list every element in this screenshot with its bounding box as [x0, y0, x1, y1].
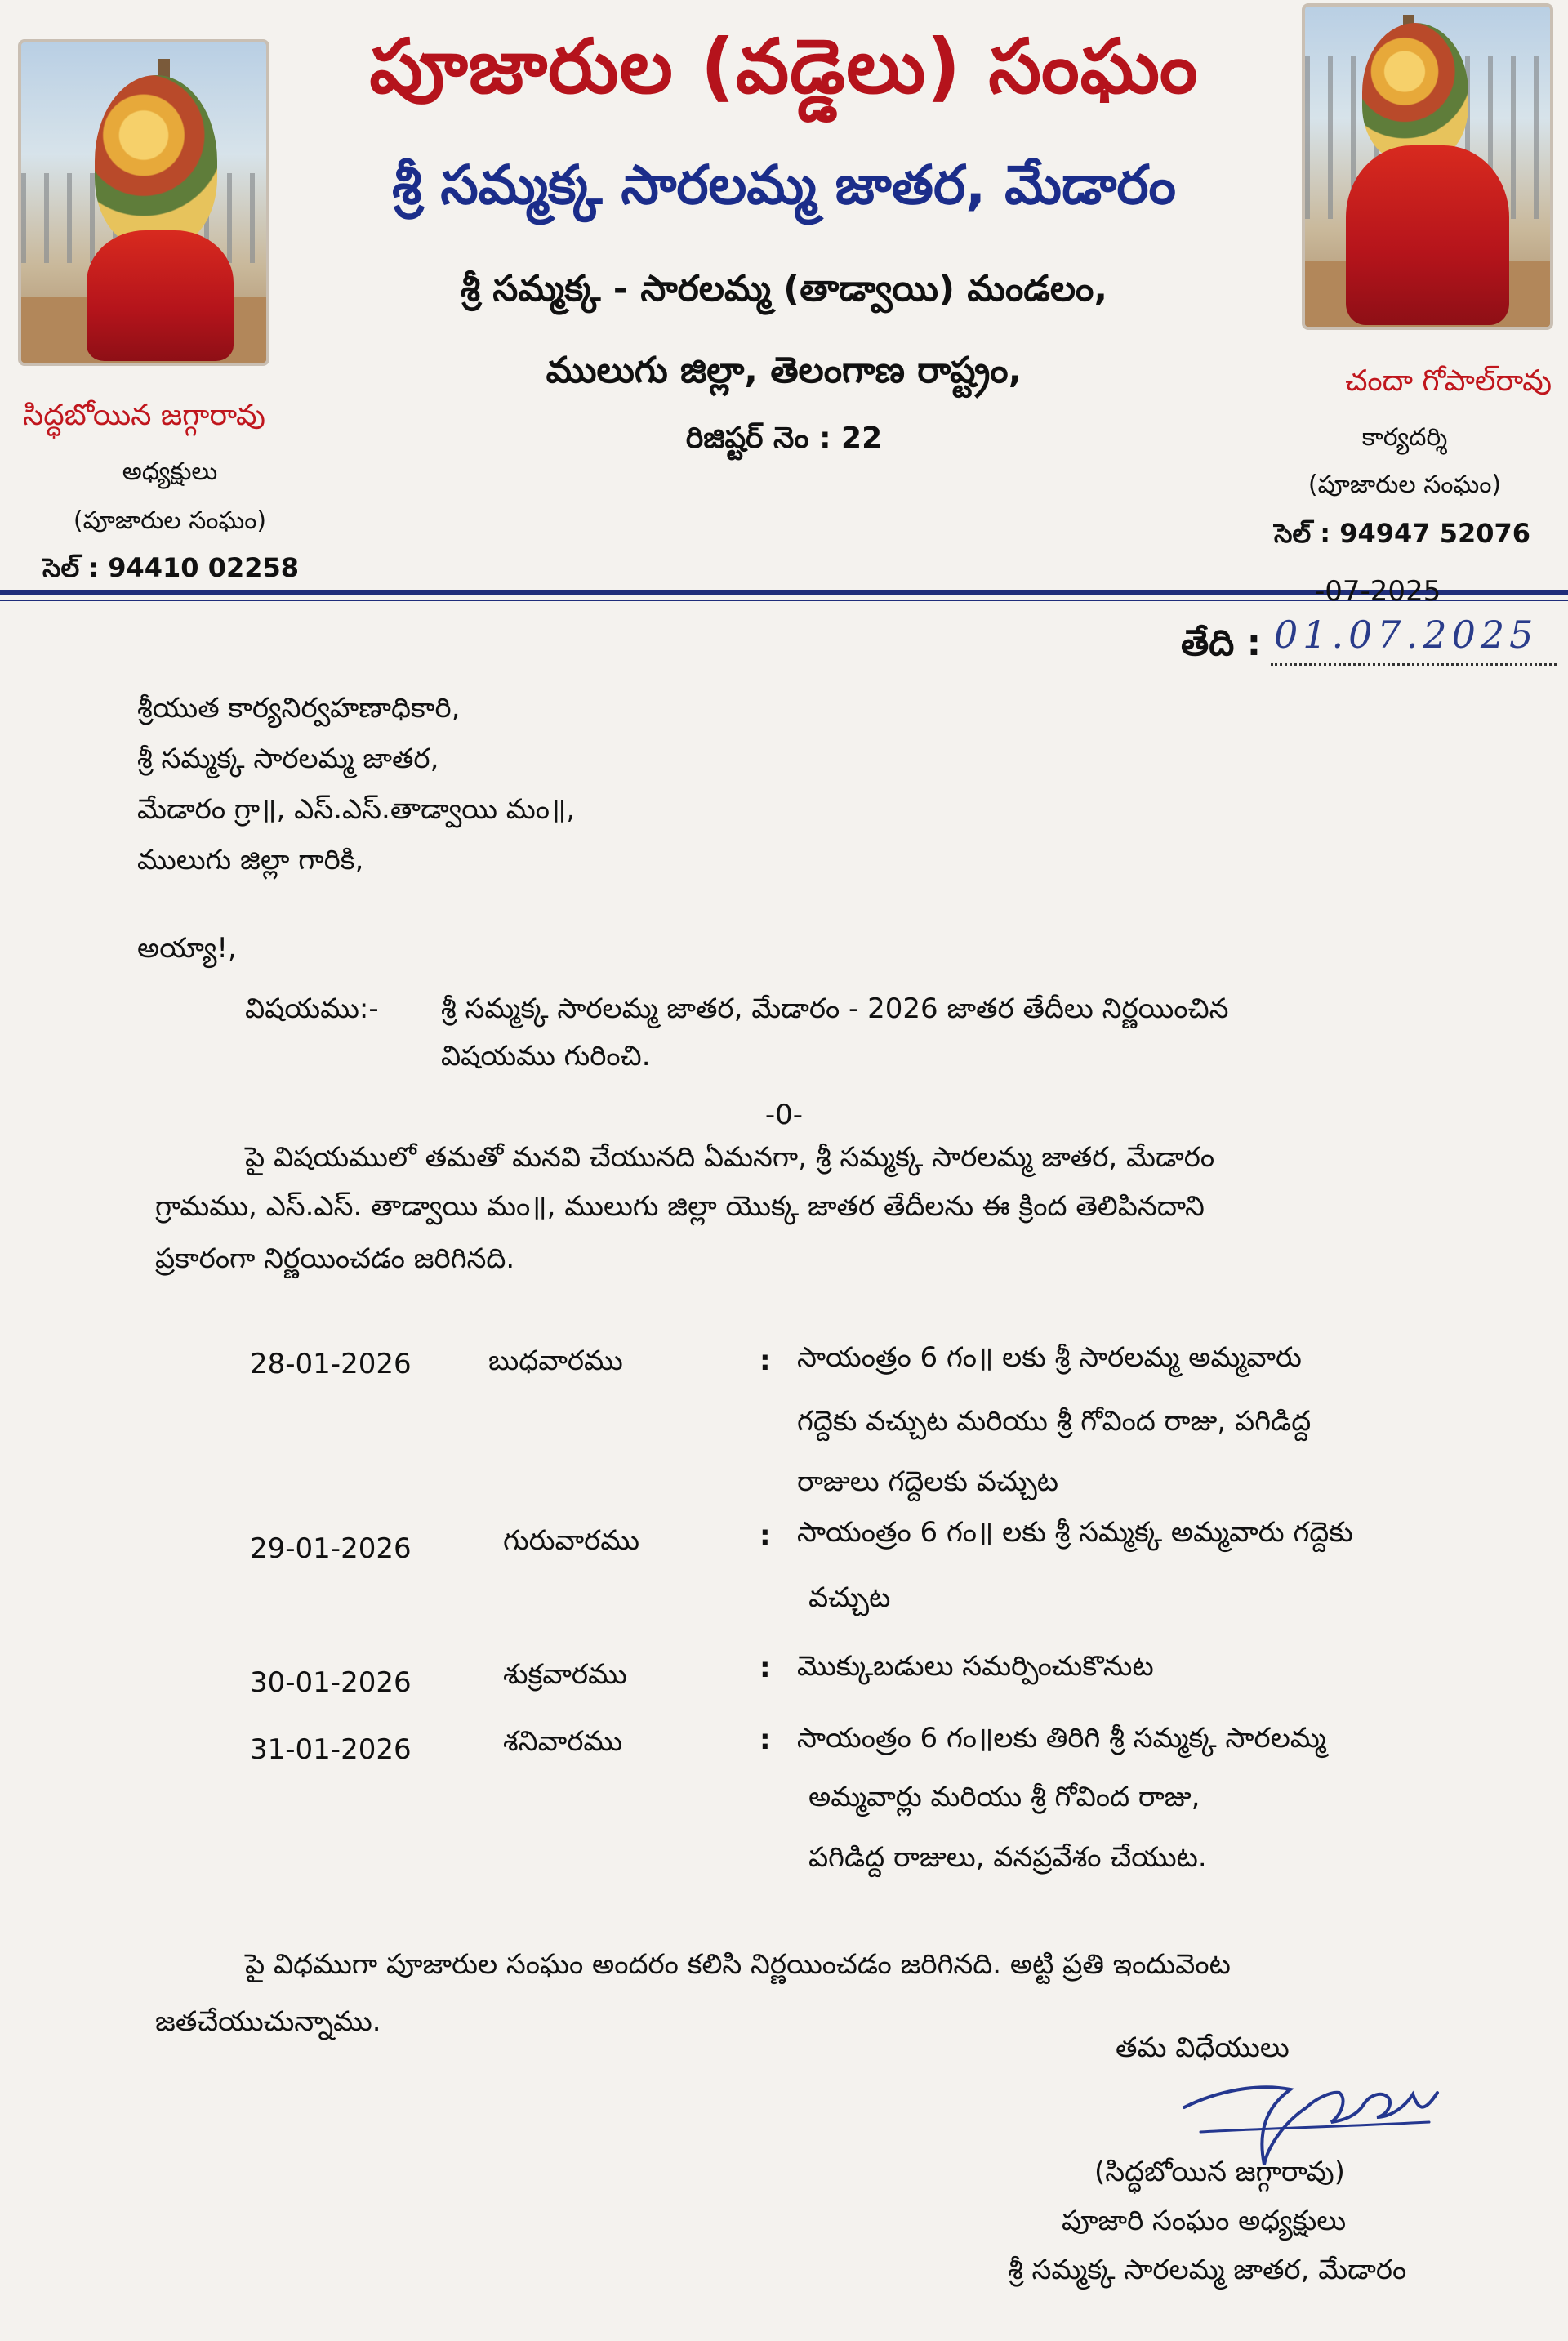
- schedule-text-4a: సాయంత్రం 6 గం॥లకు తిరిగి శ్రీ సమ్మక్క సారలమ్మ: [797, 1722, 1326, 1755]
- intro-line-1: పై విషయములో తమతో మనవి చేయునది ఏమనగా, శ్రీ సమ్మక్క సారలమ్మ జాతర, మేడారం: [245, 1141, 1215, 1174]
- address-line-2: ములుగు జిల్లా, తెలంగాణ రాష్ట్రం,: [546, 350, 1022, 391]
- festival-subtitle: శ్రీ సమ్మక్క సారలమ్మ జాతర, మేడారం: [392, 154, 1176, 216]
- schedule-day-3: శుక్రవారము: [503, 1658, 627, 1691]
- schedule-text-3a: మొక్కుబడులు సమర్పించుకొనుట: [797, 1650, 1154, 1683]
- schedule-date-3: 30-01-2026: [250, 1666, 412, 1699]
- recipient-line-2: శ్రీ సమ్మక్క సారలమ్మ జాతర,: [137, 742, 439, 775]
- left-deity-photo: [18, 39, 270, 366]
- closing-line-1: పై విధముగా పూజారుల సంఘం అందరం కలిసి నిర్ణయించడం జరిగినది. అట్టి ప్రతి ఇందువెంట: [245, 1948, 1231, 1981]
- schedule-colon-2: :: [760, 1519, 771, 1552]
- subject-line-1: శ్రీ సమ్మక్క సారలమ్మ జాతర, మేడారం - 2026 జాతర తేదీలు నిర్ణయించిన: [441, 992, 1229, 1025]
- secretary-name: చందా గోపాల్‌రావు: [1345, 364, 1552, 398]
- president-phone: సెల్ : 94410 02258: [42, 552, 300, 583]
- right-deity-photo: [1302, 3, 1553, 330]
- org-title: పూజారుల (వడ్డెలు) సంఘం: [369, 23, 1199, 110]
- intro-line-3: ప్రకారంగా నిర్ణయించడం జరిగినది.: [155, 1242, 515, 1275]
- address-line-1: శ్రీ సమ్మక్క - సారలమ్మ (తాడ్వాయి) మండలం,: [460, 268, 1108, 310]
- closing-line-2: జతచేయుచున్నాము.: [155, 2005, 381, 2038]
- recipient-line-3: మేడారం గ్రా॥, ఎస్.ఎస్.తాడ్వాయి మం॥,: [137, 793, 576, 826]
- separator: -0-: [764, 1099, 804, 1131]
- president-role: అధ్యక్షులు: [122, 457, 218, 486]
- signatory-org: శ్రీ సమ్మక్క సారలమ్మ జాతర, మేడారం: [1008, 2254, 1407, 2286]
- schedule-text-2b: వచ్చుట: [808, 1581, 891, 1614]
- schedule-colon-4: :: [760, 1723, 771, 1756]
- date-label: తేది :: [1181, 622, 1262, 664]
- schedule-text-2a: సాయంత్రం 6 గం॥ లకు శ్రీ సమ్మక్క అమ్మవారు గద్దెకు: [797, 1516, 1353, 1549]
- schedule-text-4b: అమ్మవార్లు మరియు శ్రీ గోవింద రాజు,: [808, 1781, 1200, 1813]
- schedule-day-4: శనివారము: [503, 1725, 623, 1758]
- schedule-text-4c: పగిడిద్ద రాజులు, వనప్రవేశం చేయుట.: [808, 1841, 1207, 1874]
- recipient-line-1: శ్రీయుత కార్యనిర్వహణాధికారి,: [137, 692, 461, 725]
- date-printed: -07-2025: [1315, 575, 1441, 608]
- salutation: అయ్యా!,: [137, 932, 237, 965]
- schedule-text-1a: సాయంత్రం 6 గం॥ లకు శ్రీ సారలమ్మ అమ్మవారు: [797, 1341, 1302, 1374]
- schedule-text-1c: రాజులు గద్దెలకు వచ్చుట: [797, 1465, 1059, 1498]
- schedule-date-4: 31-01-2026: [250, 1733, 412, 1766]
- schedule-date-1: 28-01-2026: [250, 1348, 412, 1380]
- date-handwritten: 01.07.2025: [1274, 613, 1539, 657]
- date-underline: [1271, 663, 1557, 666]
- signatory-name: (సిద్ధబోయిన జగ్గారావు): [1094, 2156, 1345, 2188]
- subject-label: విషయము:-: [245, 992, 379, 1025]
- valediction: తమ విధేయులు: [1116, 2031, 1290, 2064]
- president-org: (పూజారుల సంఘం): [73, 506, 267, 535]
- schedule-colon-3: :: [760, 1652, 771, 1684]
- schedule-day-1: బుధవారము: [488, 1344, 623, 1377]
- subject-line-2: విషయము గురించి.: [441, 1040, 651, 1072]
- recipient-line-4: ములుగు జిల్లా గారికి,: [137, 844, 364, 876]
- register-number: రిజిష్టర్ నెం : 22: [685, 421, 883, 455]
- secretary-phone: సెల్ : 94947 52076: [1274, 518, 1531, 549]
- secretary-org: (పూజారుల సంఘం): [1307, 470, 1502, 499]
- schedule-text-1b: గద్దెకు వచ్చుట మరియు శ్రీ గోవింద రాజు, పగిడిద్ద: [797, 1405, 1312, 1438]
- schedule-day-2: గురువారము: [503, 1524, 640, 1557]
- president-name: సిద్ధబోయిన జగ్గారావు: [23, 399, 265, 432]
- schedule-date-2: 29-01-2026: [250, 1532, 412, 1565]
- secretary-role: కార్యదర్శి: [1361, 423, 1448, 452]
- schedule-colon-1: :: [760, 1344, 771, 1377]
- signatory-title: పూజారి సంఘం అధ్యక్షులు: [1062, 2205, 1347, 2237]
- intro-line-2: గ్రామము, ఎస్.ఎస్. తాడ్వాయి మం॥, ములుగు జిల్లా యొక్క జాతర తేదీలను ఈ క్రింద తెలిపినదాని: [155, 1190, 1205, 1223]
